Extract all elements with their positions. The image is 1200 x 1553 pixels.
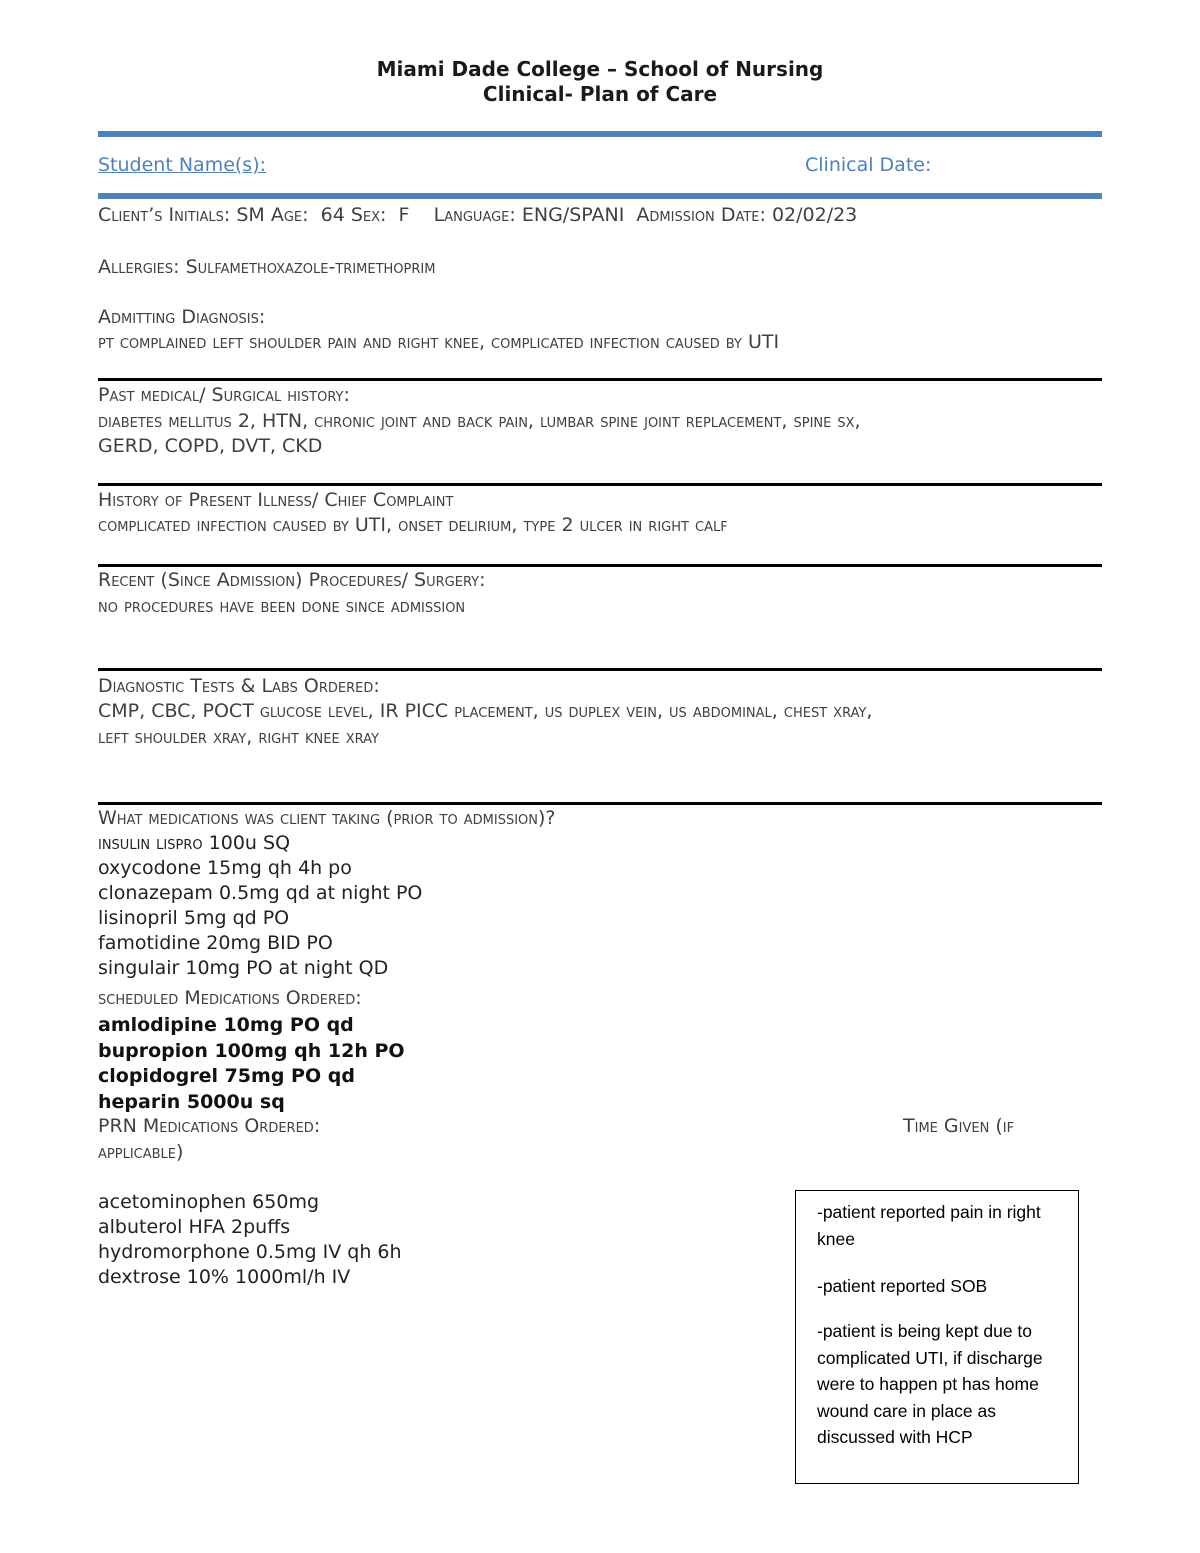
prn-med-item: acetominophen 650mg <box>98 1191 320 1213</box>
client-sex: F <box>398 204 410 226</box>
diagnostics-line1: CMP, CBC, POCT glucose level, IR PICC placement, us duplex vein, us abdominal, chest xray, <box>98 700 873 722</box>
home-med-name: insulin lispro <box>98 832 203 854</box>
prn-med-item: dextrose 10% 1000ml/h IV <box>98 1266 351 1288</box>
allergies-line <box>98 256 435 278</box>
scheduled-med-item: amlodipine 10mg PO qd <box>98 1014 354 1036</box>
past-history-label: Past medical/ Surgical history: <box>98 384 350 406</box>
section-divider <box>98 564 1102 567</box>
present-illness-label: History of Present Illness/ Chief Complaint <box>98 489 454 511</box>
client-initials-label: Client’s Initials: <box>98 204 231 226</box>
present-illness-value: complicated infection caused by UTI, onset delirium, type 2 ulcer in right calf <box>98 514 728 536</box>
home-med-item: oxycodone 15mg qh 4h po <box>98 857 352 879</box>
client-initials: SM <box>236 204 265 226</box>
diagnostics-label: Diagnostic Tests & Labs Ordered: <box>98 675 380 697</box>
time-given-label: Time Given (if <box>903 1115 1015 1137</box>
scheduled-med-item: clopidogrel 75mg PO qd <box>98 1065 355 1087</box>
admitting-diagnosis-value: pt complained left shoulder pain and right knee, complicated infection caused by UTI <box>98 331 780 353</box>
admitting-diagnosis-label: Admitting Diagnosis: <box>98 306 266 328</box>
prn-meds-label: PRN Medications Ordered: <box>98 1115 321 1137</box>
document-subtitle: Clinical- Plan of Care <box>482 82 718 106</box>
client-sex-label: Sex: <box>350 204 387 226</box>
scheduled-meds-label: scheduled Medications Ordered: <box>98 987 362 1009</box>
procedures-label: Recent (Since Admission) Procedures/ Surgery: <box>98 569 486 591</box>
client-age-label: Age: <box>270 204 309 226</box>
home-med-item <box>98 832 290 854</box>
allergies-value: Sulfamethoxazole-trimethoprim <box>185 256 436 278</box>
client-language-label: Language: <box>433 204 516 226</box>
home-med-item: singulair 10mg PO at night QD <box>98 957 389 979</box>
header-divider-bottom <box>98 193 1102 199</box>
home-meds-label: What medications was client taking (prior to admission)? <box>98 807 556 829</box>
scheduled-med-item: bupropion 100mg qh 12h PO <box>98 1040 405 1062</box>
admission-date: 02/02/23 <box>771 204 858 226</box>
prn-med-item: hydromorphone 0.5mg IV qh 6h <box>98 1241 402 1263</box>
header-divider-top <box>98 131 1102 137</box>
home-med-item: clonazepam 0.5mg qd at night PO <box>98 882 423 904</box>
past-history-line2: GERD, COPD, DVT, CKD <box>98 435 323 457</box>
section-divider <box>98 483 1102 486</box>
document-title: Miami Dade College – School of Nursing <box>376 57 824 81</box>
home-med-item: lisinopril 5mg qd PO <box>98 907 290 929</box>
past-history-line1: diabetes mellitus 2, HTN, chronic joint and back pain, lumbar spine joint replacement, spine sx, <box>98 410 861 432</box>
section-divider <box>98 378 1102 381</box>
home-med-item: famotidine 20mg BID PO <box>98 932 333 954</box>
diagnostics-line2: left shoulder xray, right knee xray <box>98 726 379 748</box>
note-item: -patient is being kept due to complicated UTI, if discharge were to happen pt has home wound care in place as discussed with HCP <box>817 1321 1043 1447</box>
note-item: -patient reported SOB <box>817 1276 988 1296</box>
notes-box <box>795 1190 1079 1484</box>
note-item: -patient reported pain in right knee <box>817 1202 1041 1249</box>
time-given-label-cont: applicable) <box>98 1141 184 1163</box>
allergies-label: Allergies: <box>98 256 180 278</box>
student-name-label: Student Name(s): <box>98 154 267 176</box>
admission-date-label: Admission Date: <box>636 204 766 226</box>
prn-med-item: albuterol HFA 2puffs <box>98 1216 291 1238</box>
scheduled-med-item: heparin 5000u sq <box>98 1091 285 1113</box>
home-med-dose: 100u SQ <box>208 832 291 854</box>
clinical-date-label: Clinical Date: <box>805 154 932 176</box>
procedures-value: no procedures have been done since admission <box>98 595 466 617</box>
client-age: 64 <box>320 204 345 226</box>
client-language: ENG/SPANI <box>521 204 625 226</box>
section-divider <box>98 802 1102 805</box>
client-info-row <box>98 204 857 226</box>
section-divider <box>98 668 1102 671</box>
